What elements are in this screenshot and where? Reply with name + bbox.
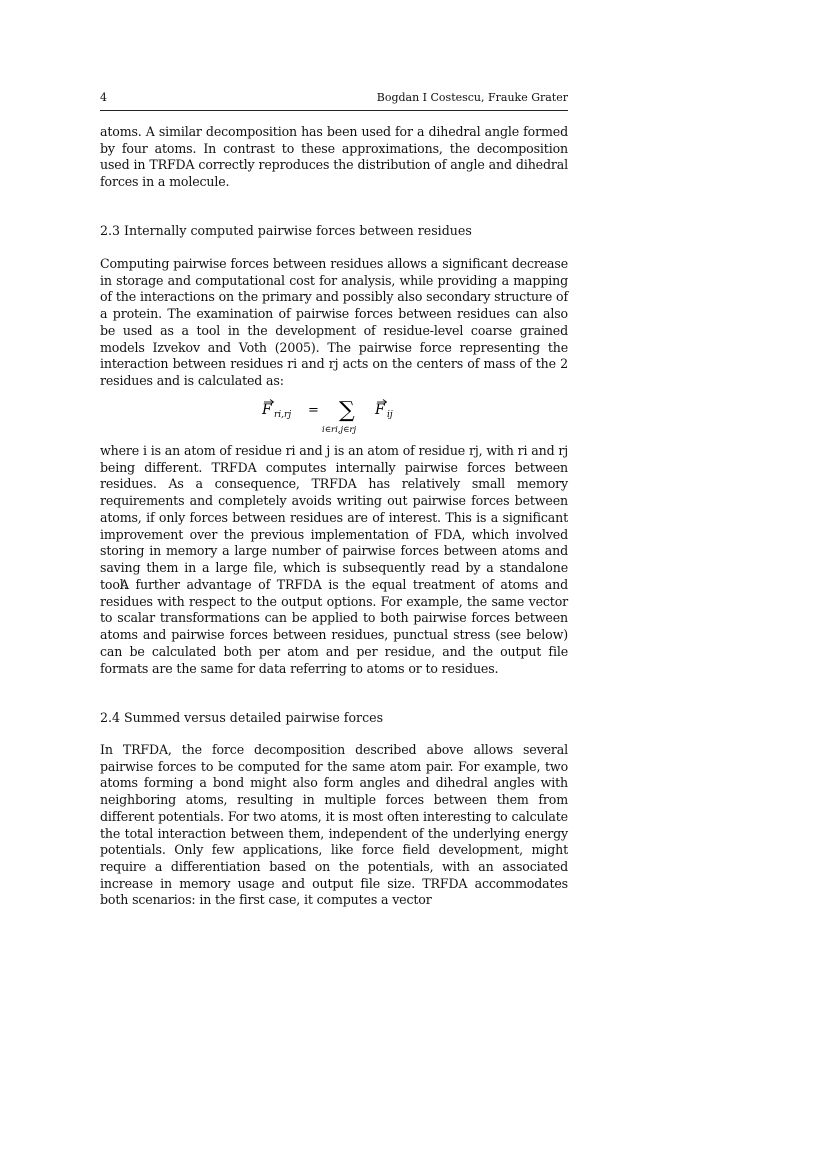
section-2-3-paragraph-2: where i is an atom of residue ri and j is an atom of residue rj, with ri and rj being different. TRFDA computes internally pairwise forces between residues. As a consequence, TRFDA has relatively small memory requirements and completely avoids writing out pairwise forces between atoms, if only forces between residues are of interest. This is a significant improvement over the previous implementation of FDA, which involved storing in memory a large number of pairwise forces between atoms and saving them in a large file, which is subsequently read by a standalone tool. — [100, 443, 568, 592]
rhs-subscript: ij — [387, 410, 393, 420]
section-2-3-paragraph-3: A further advantage of TRFDA is the equal treatment of atoms and residues with respect to the output options. For example, the same vector to scalar transformations can be applied to both pairwise forces between atoms and pairwise forces between residues, punctual stress (see below) can be calculated both per atom and per residue, and the output file formats are the same for data referring to atoms or to residues. — [100, 577, 568, 676]
section-heading-2-3: 2.3 Internally computed pairwise forces between residues — [100, 223, 472, 238]
pairwise-force-equation — [100, 393, 568, 443]
section-2-4-paragraph-1: In TRFDA, the force decomposition described above allows several pairwise forces to be computed for the same atom pair. For example, two atoms forming a bond might also form angles and dihedral angles with neighboring atoms, resulting in multiple forces between them from different potentials. For two atoms, it is most often interesting to calculate the total interaction between them, independent of the underlying energy potentials. Only few applications, like force field development, might require a differentiation based on the potentials, with an associated increase in memory usage and output file size. TRFDA accommodates both scenarios: in the first case, it computes a vector — [100, 742, 568, 908]
sum-index: i∈ri,j∈rj — [322, 425, 357, 435]
sum-symbol: ∑ — [339, 398, 355, 423]
header-rule — [100, 110, 568, 111]
running-header — [100, 91, 568, 109]
section-2-3-paragraph-1: Computing pairwise forces between residues allows a significant decrease in storage and computational cost for analysis, while providing a mapping of the interactions on the primary and possibly also secondary structure of a protein. The examination of pairwise forces between residues can also be used as a tool in the development of residue-level coarse grained models Izvekov and Voth (2005). The pairwise force representing the interaction between residues ri and rj acts on the centers of mass of the 2 residues and is calculated as: — [100, 256, 568, 388]
intro-paragraph: atoms. A similar decomposition has been used for a dihedral angle formed by four atoms. In contrast to these approximations, the decomposition used in TRFDA correctly reproduces the distribution of angle and dihedral forces in a molecule. — [100, 124, 568, 190]
section-heading-2-4: 2.4 Summed versus detailed pairwise forces — [100, 710, 384, 725]
lhs-force-symbol: F — [262, 402, 272, 418]
lhs-subscript: ri,rj — [274, 410, 292, 420]
header-authors: Bogdan I Costescu, Frauke Grater — [376, 91, 568, 104]
equals-sign: = — [308, 403, 319, 418]
page-number: 4 — [100, 91, 107, 104]
rhs-force-symbol: F — [375, 402, 385, 418]
